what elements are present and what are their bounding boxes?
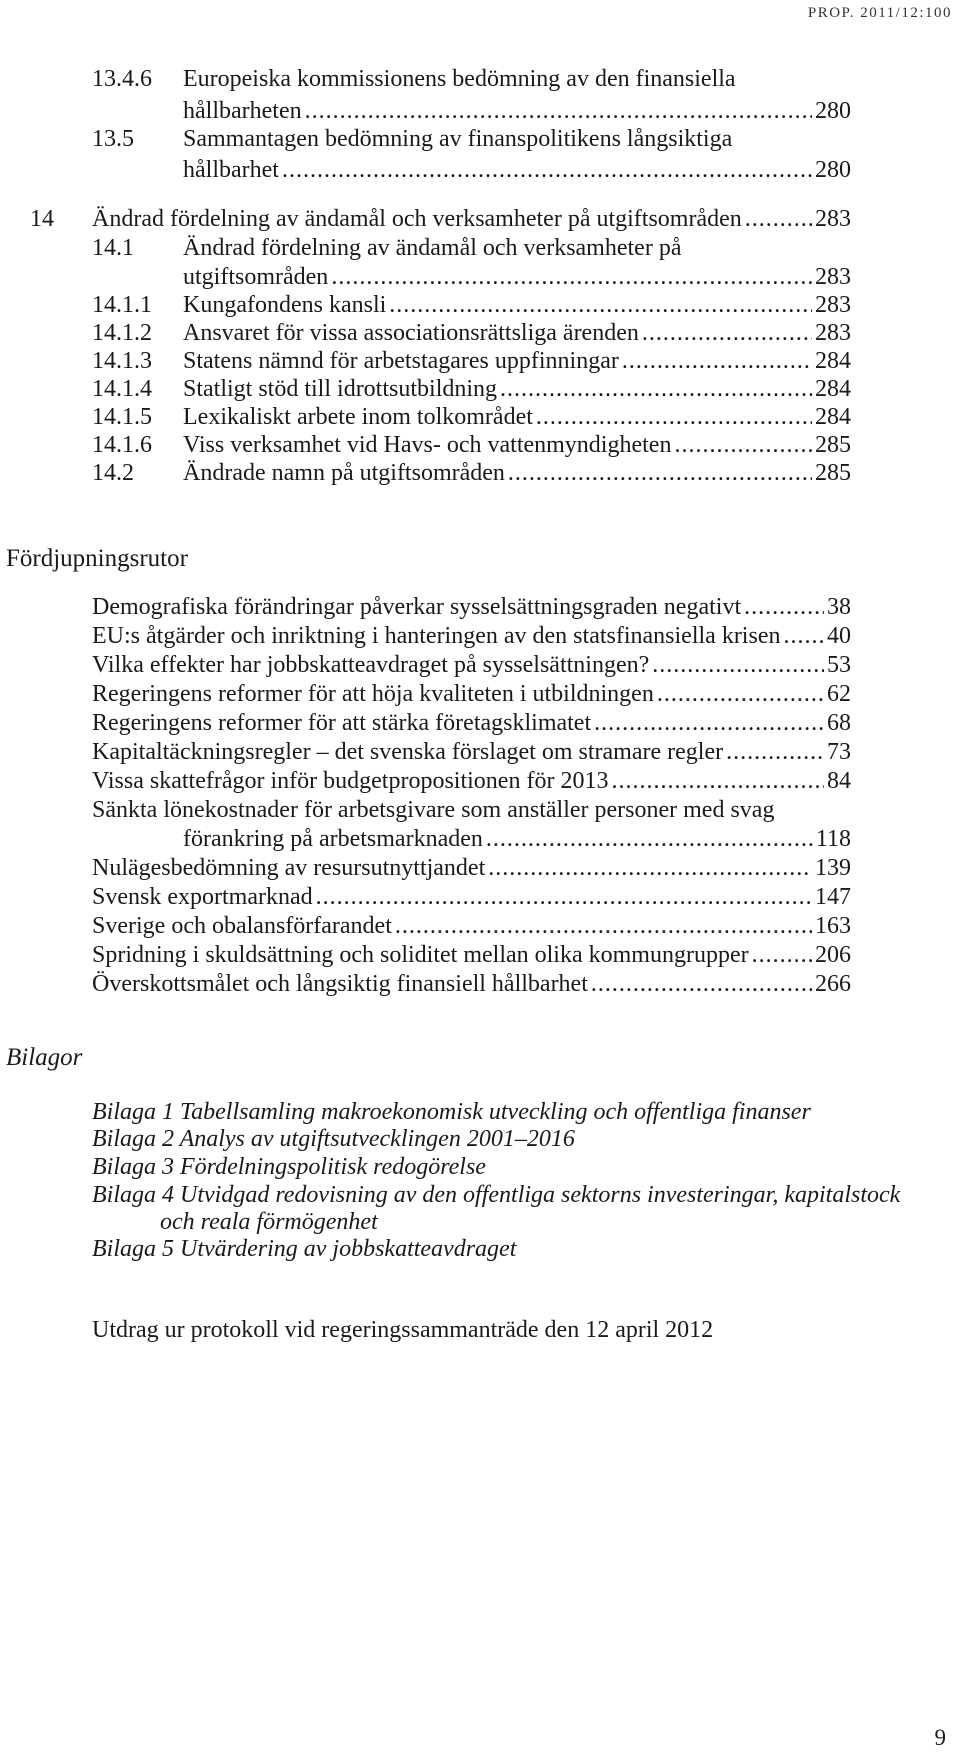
box-title: EU:s åtgärder och inriktning i hanteringen av den statsfinansiella krisen bbox=[92, 623, 781, 649]
toc-entry bbox=[183, 318, 851, 348]
dot-leader bbox=[395, 911, 812, 941]
toc-page: 283 bbox=[815, 292, 851, 318]
toc-title-line2: hållbarhet bbox=[183, 157, 279, 183]
toc-entry bbox=[92, 204, 851, 234]
box-page: 118 bbox=[815, 826, 851, 852]
box-page: 62 bbox=[827, 681, 851, 707]
toc-title: Statligt stöd till idrottsutbildning bbox=[183, 376, 498, 402]
toc-page: 284 bbox=[815, 404, 851, 430]
dot-leader bbox=[744, 592, 824, 622]
toc-page: 283 bbox=[815, 206, 851, 232]
toc-number: 14.1.1 bbox=[92, 292, 152, 318]
box-page: 163 bbox=[815, 913, 851, 939]
toc-entry bbox=[183, 155, 851, 185]
box-page: 206 bbox=[815, 942, 851, 968]
box-entry bbox=[92, 766, 851, 796]
box-entry bbox=[92, 882, 851, 912]
box-entry bbox=[183, 824, 851, 854]
toc-title: Ändrad fördelning av ändamål och verksamheter på utgiftsområden bbox=[92, 206, 742, 232]
toc-title-line2: hållbarheten bbox=[183, 98, 302, 124]
toc-page: 280 bbox=[815, 98, 851, 124]
box-page: 40 bbox=[827, 623, 851, 649]
box-title: Vilka effekter har jobbskatteavdraget på sysselsättningen? bbox=[92, 652, 650, 678]
dot-leader bbox=[622, 346, 812, 376]
dot-leader bbox=[657, 679, 824, 709]
dot-leader bbox=[316, 882, 812, 912]
page-number: 9 bbox=[934, 1725, 946, 1750]
toc-page: 280 bbox=[815, 157, 851, 183]
toc-number: 14.1.3 bbox=[92, 348, 152, 374]
box-title: Svensk exportmarknad bbox=[92, 884, 313, 910]
bilagor-heading: Bilagor bbox=[6, 1044, 83, 1071]
box-title-line2: förankring på arbetsmarknaden bbox=[183, 826, 483, 852]
box-title: Spridning i skuldsättning och soliditet mellan olika kommungrupper bbox=[92, 942, 749, 968]
box-title: Regeringens reformer för att stärka företagsklimatet bbox=[92, 710, 592, 736]
box-entry bbox=[92, 650, 851, 680]
box-title: Sverige och obalansförfarandet bbox=[92, 913, 392, 939]
box-title: Nulägesbedömning av resursutnyttjandet bbox=[92, 855, 486, 881]
box-title: Överskottsmålet och långsiktig finansiell hållbarhet bbox=[92, 971, 588, 997]
bilaga-item: Bilaga 3 Fördelningspolitisk redogörelse bbox=[92, 1154, 486, 1180]
dot-leader bbox=[488, 853, 812, 883]
dot-leader bbox=[752, 940, 812, 970]
dot-leader bbox=[305, 96, 812, 126]
dot-leader bbox=[591, 969, 812, 999]
box-entry bbox=[92, 737, 851, 767]
toc-number: 13.5 bbox=[92, 126, 134, 152]
toc-entry bbox=[183, 458, 851, 488]
box-page: 68 bbox=[827, 710, 851, 736]
toc-page: 283 bbox=[815, 264, 851, 290]
bilaga-item: Bilaga 4 Utvidgad redovisning av den offentliga sektorns investeringar, kapitalstock bbox=[92, 1182, 901, 1208]
dot-leader bbox=[282, 155, 812, 185]
box-page: 84 bbox=[827, 768, 851, 794]
box-title: Demografiska förändringar påverkar sysselsättningsgraden negativt bbox=[92, 594, 742, 620]
box-entry bbox=[92, 853, 851, 883]
box-title: Regeringens reformer för att höja kvaliteten i utbildningen bbox=[92, 681, 654, 707]
running-header: PROP. 2011/12:100 bbox=[807, 5, 952, 21]
toc-number: 14.1 bbox=[92, 235, 134, 261]
box-title: Vissa skattefrågor inför budgetpropositionen för 2013 bbox=[92, 768, 609, 794]
box-entry bbox=[92, 621, 851, 651]
toc-entry bbox=[183, 290, 851, 320]
toc-title-line2: utgiftsområden bbox=[183, 264, 329, 290]
toc-title: Ändrade namn på utgiftsområden bbox=[183, 460, 505, 486]
toc-title: Ansvaret för vissa associationsrättsliga ärenden bbox=[183, 320, 639, 346]
toc-number: 13.4.6 bbox=[92, 66, 152, 92]
dot-leader bbox=[536, 402, 812, 432]
bilaga-item: Bilaga 1 Tabellsamling makroekonomisk utveckling och offentliga finanser bbox=[92, 1099, 811, 1125]
toc-entry bbox=[183, 402, 851, 432]
dot-leader bbox=[486, 824, 813, 854]
toc-number: 14.1.5 bbox=[92, 404, 152, 430]
box-page: 266 bbox=[815, 971, 851, 997]
toc-title: Statens nämnd för arbetstagares uppfinningar bbox=[183, 348, 619, 374]
dot-leader bbox=[783, 621, 824, 651]
toc-page: 284 bbox=[815, 376, 851, 402]
box-entry bbox=[92, 940, 851, 970]
dot-leader bbox=[611, 766, 824, 796]
toc-title-line1: Europeiska kommissionens bedömning av den finansiella bbox=[183, 66, 736, 92]
toc-entry bbox=[183, 262, 851, 292]
box-title: Kapitaltäckningsregler – det svenska förslaget om stramare regler bbox=[92, 739, 724, 765]
dot-leader bbox=[389, 290, 812, 320]
box-entry bbox=[92, 911, 851, 941]
dot-leader bbox=[508, 458, 812, 488]
box-page: 147 bbox=[815, 884, 851, 910]
dot-leader bbox=[594, 708, 824, 738]
box-page: 38 bbox=[827, 594, 851, 620]
box-page: 73 bbox=[827, 739, 851, 765]
bilaga-item-continued: och reala förmögenhet bbox=[160, 1209, 378, 1235]
toc-page: 283 bbox=[815, 320, 851, 346]
dot-leader bbox=[642, 318, 812, 348]
toc-title: Kungafondens kansli bbox=[183, 292, 387, 318]
dot-leader bbox=[674, 430, 812, 460]
box-entry bbox=[92, 708, 851, 738]
box-entry bbox=[92, 679, 851, 709]
toc-page: 284 bbox=[815, 348, 851, 374]
dot-leader bbox=[652, 650, 824, 680]
box-page: 53 bbox=[827, 652, 851, 678]
toc-page: 285 bbox=[815, 432, 851, 458]
toc-number: 14.1.4 bbox=[92, 376, 152, 402]
toc-number: 14.1.2 bbox=[92, 320, 152, 346]
bilaga-item: Bilaga 5 Utvärdering av jobbskatteavdraget bbox=[92, 1236, 517, 1262]
toc-entry bbox=[183, 346, 851, 376]
box-entry bbox=[92, 592, 851, 622]
box-title-line1: Sänkta lönekostnader för arbetsgivare som anställer personer med svag bbox=[92, 797, 775, 823]
toc-title-line1: Ändrad fördelning av ändamål och verksamheter på bbox=[183, 235, 682, 261]
fordjupning-heading: Fördjupningsrutor bbox=[6, 545, 188, 572]
protocol-excerpt-title: Utdrag ur protokoll vid regeringssammanträde den 12 april 2012 bbox=[92, 1317, 714, 1343]
dot-leader bbox=[745, 204, 812, 234]
toc-title-line1: Sammantagen bedömning av finanspolitikens långsiktiga bbox=[183, 126, 733, 152]
bilaga-item: Bilaga 2 Analys av utgiftsutvecklingen 2001–2016 bbox=[92, 1126, 575, 1152]
toc-entry bbox=[183, 96, 851, 126]
toc-title: Lexikaliskt arbete inom tolkområdet bbox=[183, 404, 533, 430]
box-page: 139 bbox=[815, 855, 851, 881]
toc-page: 285 bbox=[815, 460, 851, 486]
toc-entry bbox=[183, 374, 851, 404]
dot-leader bbox=[500, 374, 812, 404]
box-entry bbox=[92, 969, 851, 999]
toc-number: 14 bbox=[30, 206, 54, 232]
toc-number: 14.2 bbox=[92, 460, 134, 486]
toc-entry bbox=[183, 430, 851, 460]
toc-title: Viss verksamhet vid Havs- och vattenmyndigheten bbox=[183, 432, 672, 458]
dot-leader bbox=[331, 262, 812, 292]
toc-number: 14.1.6 bbox=[92, 432, 152, 458]
dot-leader bbox=[726, 737, 824, 767]
